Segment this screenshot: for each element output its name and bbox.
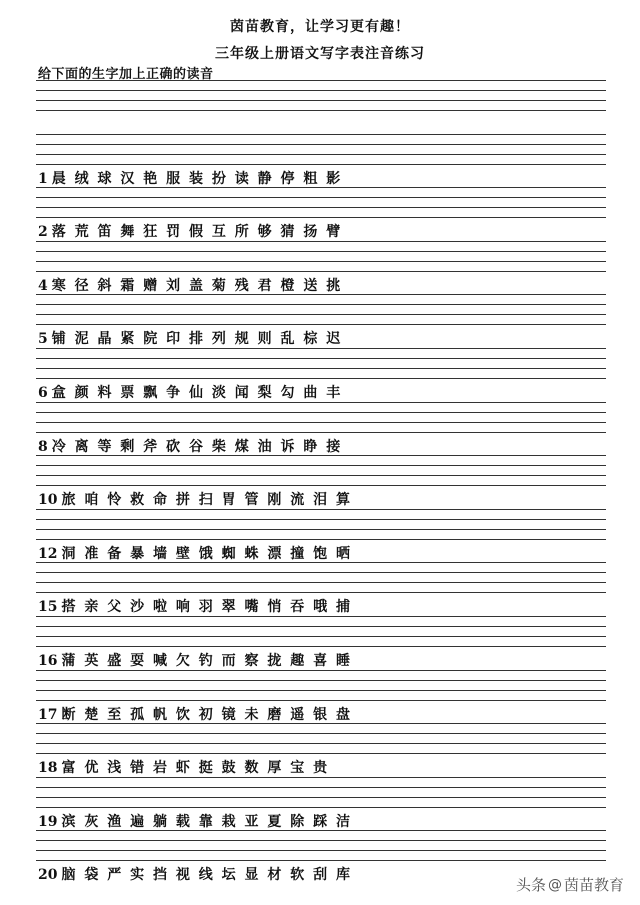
ruling-line: [36, 733, 606, 734]
ruling-line: [36, 475, 606, 476]
ruling-line: [36, 271, 606, 272]
watermark-prefix: 头条: [515, 876, 546, 894]
ruling-line: [36, 432, 606, 433]
ruling-line: [36, 144, 606, 145]
row-characters: 脑 袋 严 实 挡 视 线 坛 显 材 软 刮 库: [61, 867, 351, 884]
ruling-line: [36, 251, 606, 252]
ruling-line: [36, 840, 606, 841]
pinyin-writing-lines[interactable]: [36, 348, 606, 384]
ruling-line: [36, 519, 606, 520]
row-number: 2: [38, 224, 48, 241]
pinyin-writing-lines[interactable]: [36, 670, 606, 706]
row-characters: 落 荒 笛 舞 狂 罚 假 互 所 够 猜 扬 臂: [51, 224, 342, 241]
ruling-line: [36, 294, 606, 295]
ruling-line: [36, 850, 606, 851]
ruling-line: [36, 753, 606, 754]
pinyin-writing-lines[interactable]: [36, 402, 606, 438]
row-number: 18: [38, 760, 58, 777]
ruling-line: [36, 690, 606, 691]
ruling-line: [36, 529, 606, 530]
ruling-line: [36, 304, 606, 305]
row-characters: 搭 亲 父 沙 啦 响 羽 翠 嘴 悄 吞 哦 捕: [61, 599, 351, 616]
ruling-line: [36, 261, 606, 262]
row-number: 16: [38, 653, 58, 669]
row-number: 10: [38, 492, 58, 509]
ruling-line: [36, 797, 606, 798]
ruling-line: [36, 646, 606, 647]
row-number: 17: [38, 706, 58, 723]
row-number: 6: [38, 385, 48, 401]
ruling-line: [36, 539, 606, 540]
ruling-line: [36, 241, 606, 242]
ruling-line: [36, 860, 606, 861]
ruling-line: [36, 743, 606, 744]
ruling-line: [36, 378, 606, 379]
ruling-line: [36, 700, 606, 701]
pinyin-writing-lines[interactable]: [36, 509, 606, 545]
row-characters: 断 楚 至 孤 帆 饮 初 镜 未 磨 遥 银 盘: [61, 706, 351, 723]
row-characters: 冷 离 等 剩 斧 砍 谷 柴 煤 油 诉 睁 接: [51, 438, 342, 455]
row-characters: 寒 径 斜 霜 赠 刘 盖 菊 残 君 橙 送 挑: [51, 277, 342, 294]
ruling-line: [36, 723, 606, 724]
ruling-line: [36, 402, 606, 403]
ruling-line: [36, 348, 606, 349]
pinyin-writing-lines[interactable]: [36, 241, 606, 277]
ruling-line: [36, 164, 606, 165]
ruling-line: [36, 358, 606, 359]
watermark: [516, 874, 624, 895]
pinyin-writing-lines[interactable]: [36, 723, 606, 759]
pinyin-writing-lines[interactable]: [36, 134, 606, 170]
ruling-line: [36, 90, 606, 91]
ruling-line: [36, 592, 606, 593]
ruling-line: [36, 465, 606, 466]
row-characters: 旅 咱 怜 救 命 拼 扫 胃 管 刚 流 泪 算: [61, 492, 351, 509]
row-characters: 富 优 浅 错 岩 虾 挺 鼓 数 厚 宝 贵: [61, 760, 329, 777]
row-number: 15: [38, 599, 58, 616]
ruling-line: [36, 412, 606, 413]
ruling-line: [36, 187, 606, 188]
pinyin-writing-lines[interactable]: [36, 616, 606, 652]
row-number: 20: [38, 867, 58, 884]
ruling-line: [36, 100, 606, 101]
ruling-line: [36, 314, 606, 315]
row-number: 4: [38, 277, 48, 294]
ruling-line: [36, 207, 606, 208]
row-number: 5: [38, 331, 48, 348]
ruling-line: [36, 134, 606, 135]
row-number: 1: [38, 170, 48, 187]
page-title: 茵苗教育，让学习更有趣！: [230, 19, 410, 35]
ruling-line: [36, 636, 606, 637]
pinyin-writing-lines[interactable]: [36, 187, 606, 223]
pinyin-writing-lines[interactable]: [36, 830, 606, 866]
ruling-line: [36, 197, 606, 198]
row-number: 12: [38, 545, 58, 562]
ruling-line: [36, 582, 606, 583]
ruling-line: [36, 616, 606, 617]
ruling-line: [36, 572, 606, 573]
pinyin-writing-lines[interactable]: [36, 455, 606, 491]
pinyin-writing-lines[interactable]: [36, 562, 606, 598]
ruling-line: [36, 217, 606, 218]
row-characters: 盒 颜 料 票 飘 争 仙 淡 闻 梨 勾 曲 丰: [51, 385, 342, 401]
ruling-line: [36, 80, 606, 81]
ruling-line: [36, 680, 606, 681]
ruling-line: [36, 485, 606, 486]
ruling-line: [36, 455, 606, 456]
ruling-line: [36, 626, 606, 627]
ruling-line: [36, 777, 606, 778]
ruling-line: [36, 368, 606, 369]
ruling-line: [36, 154, 606, 155]
ruling-line: [36, 110, 606, 111]
row-characters: 晨 绒 球 汉 艳 服 装 扮 读 静 停 粗 影: [51, 170, 342, 187]
row-number: 8: [38, 438, 48, 455]
ruling-line: [36, 670, 606, 671]
row-characters: 滨 灰 渔 遍 躺 载 靠 栽 亚 夏 除 踩 洁: [61, 813, 351, 830]
ruling-line: [36, 422, 606, 423]
pinyin-writing-lines[interactable]: [36, 80, 606, 116]
ruling-line: [36, 509, 606, 510]
pinyin-writing-lines[interactable]: [36, 777, 606, 813]
pinyin-writing-lines[interactable]: [36, 294, 606, 330]
row-characters: 铺 泥 晶 紧 院 印 排 列 规 则 乱 棕 迟: [51, 331, 342, 348]
at-icon: @: [547, 876, 562, 893]
ruling-line: [36, 807, 606, 808]
ruling-line: [36, 787, 606, 788]
row-number: 19: [38, 813, 58, 830]
ruling-line: [36, 324, 606, 325]
instruction-text: 给下面的生字加上正确的读音: [38, 67, 214, 82]
row-characters: 洞 准 备 暴 墙 壁 饿 蜘 蛛 漂 撞 饱 晒: [61, 545, 351, 562]
ruling-line: [36, 830, 606, 831]
row-characters: 蒲 英 盛 耍 喊 欠 钓 而 察 拢 趣 喜 睡: [61, 653, 351, 669]
watermark-name: 茵苗教育: [563, 876, 624, 894]
ruling-line: [36, 562, 606, 563]
page-subtitle: 三年级上册语文写字表注音练习: [215, 46, 425, 62]
